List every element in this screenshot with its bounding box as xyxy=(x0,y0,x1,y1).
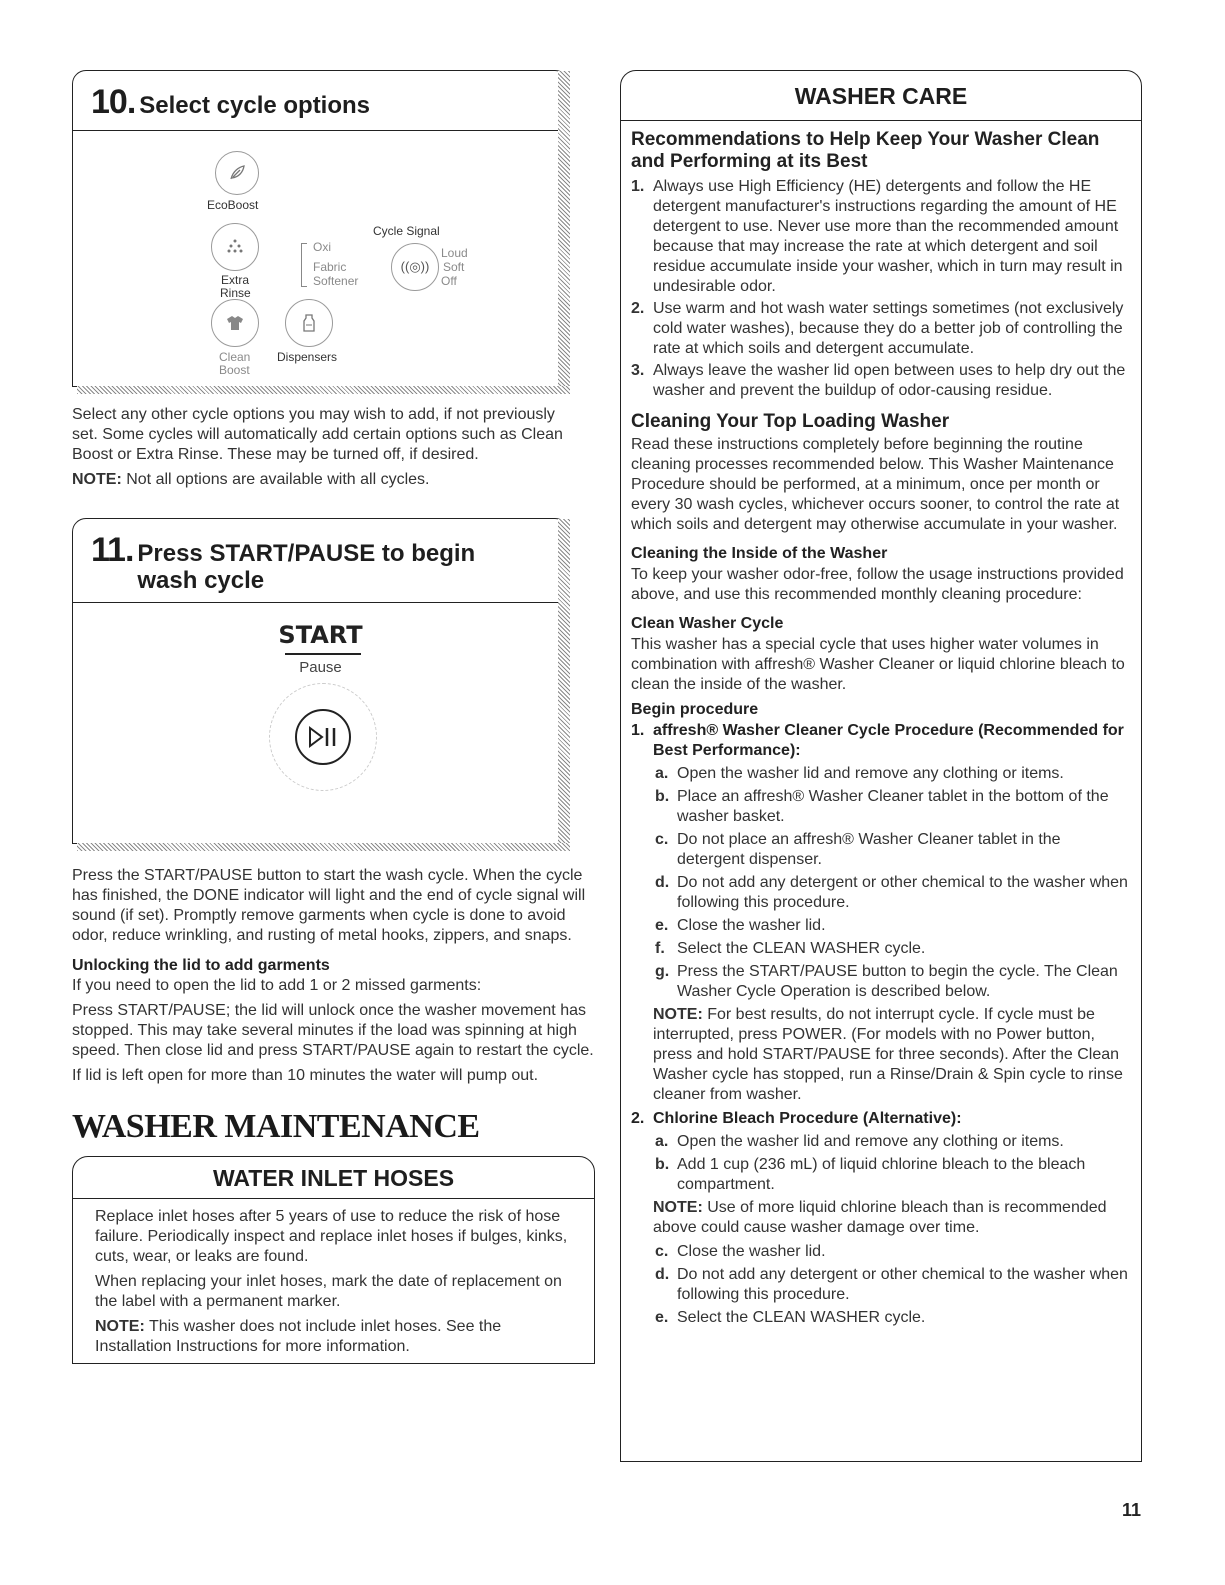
inside-washer-paragraph: To keep your washer odor-free, follow the usage instructions provided above, and use this recommended monthly cleaning procedure: xyxy=(631,566,1124,603)
list-item: a. Open the washer lid and remove any clothing or items. xyxy=(655,765,1064,782)
list-item: d. Do not add any detergent or other chemical to the washer when following this procedure. xyxy=(655,874,1128,911)
procedure-2-steps xyxy=(631,1132,1131,1195)
procedure-1-note: NOTE: For best results, do not interrupt cycle. If cycle must be interrupted, press POWER. (For models with no Power button, press and hold START/PAUSE for three seconds). After the Clean Washer cycle has stopped, run a Rinse/Drain & Spin cycle to rinse cleaner from washer. xyxy=(653,1006,1123,1103)
unlock-heading: Unlocking the lid to add garments xyxy=(72,957,330,974)
unlock-paragraph-2: Press START/PAUSE; the lid will unlock once the washer movement has stopped. This may take several minutes if the load was spinning at high speed. Then close lid and press START/PAUSE again to restart the cycle. xyxy=(72,1002,594,1059)
cycle-signal-label: Cycle Signal xyxy=(373,224,440,238)
list-item: 2. Use warm and hot wash water settings sometimes (not exclusively cold water washes), because they do a better job of controlling the rate at which soils and detergent accumulate. xyxy=(631,300,1124,357)
cleaning-top-loading-heading: Cleaning Your Top Loading Washer xyxy=(631,411,950,432)
pause-label: Pause xyxy=(299,659,342,676)
list-item: c. Do not place an affresh® Washer Cleaner tablet in the detergent dispenser. xyxy=(655,831,1061,868)
unlock-paragraph-3: If lid is left open for more than 10 minutes the water will pump out. xyxy=(72,1067,539,1084)
step-10-box xyxy=(72,70,569,387)
step-10-title: Select cycle options xyxy=(139,92,371,119)
signal-loud-label: Loud xyxy=(441,246,468,260)
start-pause-illustration xyxy=(73,603,568,843)
cleaning-paragraph: Read these instructions completely before beginning the routine cleaning processes recommended below. This Washer Maintenance Procedure should be performed, at a minimum, once per month or every 30 wash cycles, whichever occurs sooner, to control the rate at which soils and detergent may otherwise accumulate in your washer. xyxy=(631,436,1120,533)
list-item: g. Press the START/PAUSE button to begin the cycle. The Clean Washer Cycle Operation is described below. xyxy=(655,963,1118,1000)
ecoboost-label: EcoBoost xyxy=(207,198,259,212)
list-item: b. Add 1 cup (236 mL) of liquid chlorine bleach to the bleach compartment. xyxy=(655,1156,1086,1193)
cycle-signal-icon: ((◎)) xyxy=(391,243,439,291)
cycle-options-illustration xyxy=(73,131,568,386)
note-label: NOTE: xyxy=(72,471,122,488)
list-item: 1. Always use High Efficiency (HE) detergents and follow the HE detergent manufacturer's instructions regarding the amount of HE detergent to use. Never use more than the recommended amount because that may increase the rate at which detergent and soil residue accumulate inside your washer, which in turn may result in undesirable odor. xyxy=(631,178,1123,295)
left-column xyxy=(72,70,597,1364)
recommendations-list xyxy=(631,177,1131,401)
step-11-box xyxy=(72,518,569,844)
procedure-list-2 xyxy=(631,1109,1131,1129)
water-inlet-hoses-box xyxy=(72,1156,595,1364)
hoses-paragraph-1: Replace inlet hoses after 5 years of use to reduce the risk of hose failure. Periodically inspect and replace inlet hoses if bulges, kinks, cuts, wear, or leaks are found. xyxy=(95,1208,568,1265)
list-item: b. Place an affresh® Washer Cleaner tablet in the bottom of the washer basket. xyxy=(655,788,1109,825)
procedure-list xyxy=(631,721,1131,761)
recommendations-heading: Recommendations to Help Keep Your Washer Clean and Performing at its Best xyxy=(631,129,1100,172)
unlock-paragraph-1: If you need to open the lid to add 1 or 2 missed garments: xyxy=(72,977,482,994)
water-inlet-hoses-title: WATER INLET HOSES xyxy=(73,1157,594,1199)
washer-care-box xyxy=(620,70,1142,1462)
page-number: 11 xyxy=(1121,1500,1141,1520)
procedure-2-title: 2. Chlorine Bleach Procedure (Alternative): xyxy=(631,1110,962,1127)
procedure-2-steps-continued xyxy=(631,1242,1131,1328)
right-column xyxy=(620,70,1142,1462)
step-10-description xyxy=(72,405,572,490)
dispensers-icon xyxy=(285,299,333,347)
clean-washer-cycle-heading: Clean Washer Cycle xyxy=(631,615,784,632)
procedure-1-steps xyxy=(631,764,1131,1002)
signal-off-label: Off xyxy=(441,274,457,288)
step-11-title: Press START/PAUSE to begin wash cycle xyxy=(137,540,476,594)
extra-label: Extra xyxy=(221,273,250,287)
hoses-note: NOTE: This washer does not include inlet hoses. See the Installation Instructions for more information. xyxy=(95,1318,502,1355)
list-item: f. Select the CLEAN WASHER cycle. xyxy=(655,940,926,957)
list-item: c. Close the washer lid. xyxy=(655,1243,826,1260)
start-underline xyxy=(285,653,361,655)
ecoboost-icon xyxy=(215,151,259,195)
washer-care-body xyxy=(621,121,1141,1328)
step-11-header xyxy=(73,519,568,603)
list-item: d. Do not add any detergent or other chemical to the washer when following this procedure. xyxy=(655,1266,1128,1303)
step-10-number: 10. xyxy=(91,83,136,121)
clean-boost-icon xyxy=(211,299,259,347)
rinse-label: Rinse xyxy=(220,286,251,300)
list-item: e. Select the CLEAN WASHER cycle. xyxy=(655,1309,926,1326)
list-item: 3. Always leave the washer lid open between uses to help dry out the washer and prevent the buildup of odor-causing residue. xyxy=(631,362,1126,399)
dispensers-label: Dispensers xyxy=(277,350,338,364)
washer-maintenance-title: WASHER MAINTENANCE xyxy=(72,1108,480,1145)
note-text: Not all options are available with all cycles. xyxy=(121,471,430,488)
step-10-header xyxy=(73,71,568,131)
inside-washer-heading: Cleaning the Inside of the Washer xyxy=(631,545,888,562)
oxi-label: Oxi xyxy=(313,240,331,254)
step-10-paragraph: Select any other cycle options you may wish to add, if not previously set. Some cycles will automatically add certain options such as Clean Boost or Extra Rinse. These may be turned off, if desired. xyxy=(72,406,563,463)
step-11-number: 11. xyxy=(91,531,134,569)
play-pause-icon xyxy=(295,709,351,765)
fabric-label: Fabric xyxy=(313,260,347,274)
step-10-note xyxy=(72,470,572,490)
begin-procedure-heading: Begin procedure xyxy=(631,701,759,718)
water-inlet-hoses-body xyxy=(73,1199,594,1357)
extra-rinse-icon xyxy=(211,223,259,271)
step-11-paragraph: Press the START/PAUSE button to start the wash cycle. When the cycle has finished, the DONE indicator will light and the end of cycle signal will sound (if set). Promptly remove garments when cycle is done to avoid odor, reduce wrinkling, and rusting of metal hooks, zippers, and snaps. xyxy=(72,867,586,944)
signal-soft-label: Soft xyxy=(443,260,465,274)
step-11-description xyxy=(72,866,597,1086)
procedure-1-title: 1. affresh® Washer Cleaner Cycle Procedure (Recommended for Best Performance): xyxy=(631,722,1124,759)
softener-label: Softener xyxy=(313,274,359,288)
washer-care-title: WASHER CARE xyxy=(621,71,1141,121)
clean-label: Clean xyxy=(219,350,251,364)
list-item: a. Open the washer lid and remove any clothing or items. xyxy=(655,1133,1064,1150)
procedure-2-note: NOTE: Use of more liquid chlorine bleach than is recommended above could cause washer damage over time. xyxy=(653,1199,1107,1236)
boost-label: Boost xyxy=(219,363,250,377)
start-label: START xyxy=(278,621,363,649)
clean-washer-cycle-paragraph: This washer has a special cycle that uses higher water volumes in combination with affresh® Washer Cleaner or liquid chlorine bleach to clean the inside of the washer. xyxy=(631,636,1125,693)
list-item: e. Close the washer lid. xyxy=(655,917,826,934)
hoses-paragraph-2: When replacing your inlet hoses, mark the date of replacement on the label with a permanent marker. xyxy=(95,1273,562,1310)
dispenser-options-bracket xyxy=(301,243,307,287)
